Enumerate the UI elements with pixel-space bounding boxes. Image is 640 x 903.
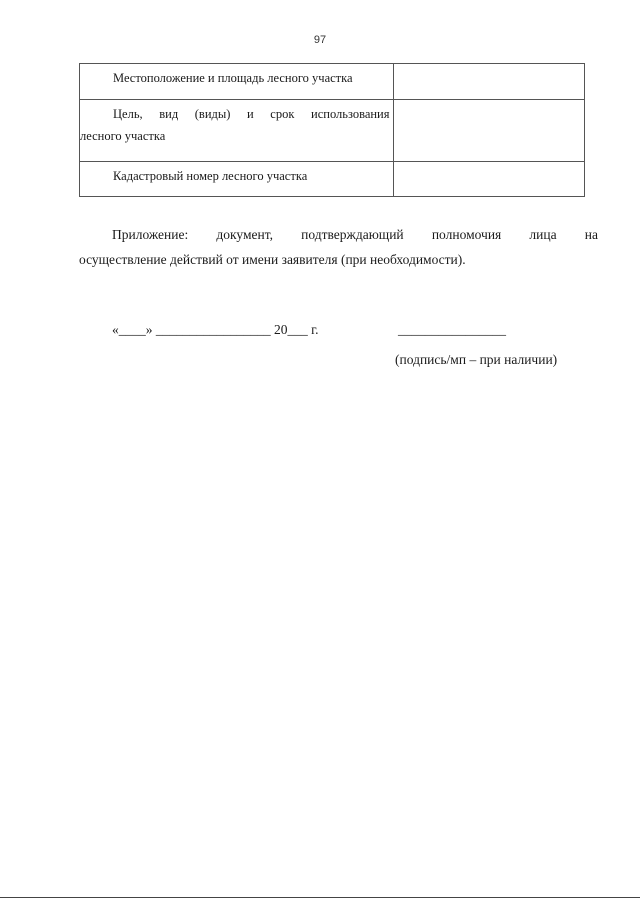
signature-caption: (подпись/мп – при наличии) [395,352,558,367]
table-label-cell [80,100,394,162]
location-area-value[interactable] [393,64,585,100]
location-area-label: Местоположение и площадь лесного участка [113,71,353,85]
table-label-cell [80,162,394,197]
table-row [80,100,585,162]
table-row [80,64,585,100]
purpose-term-label [80,100,393,147]
page-number: 97 [313,34,327,46]
purpose-term-label-line2: лесного участка [80,129,166,143]
appendix-line-2: осуществление действий от имени заявителя (при необходимости). [79,252,466,267]
cadastral-number-label: Кадастровый номер лесного участка [113,169,308,183]
land-plot-info-table [79,63,585,197]
date-field[interactable]: «____» _________________ 20___ г. [112,322,319,337]
purpose-term-value[interactable] [393,100,585,162]
table-label-cell [80,64,394,100]
table-row [80,162,585,197]
signature-field[interactable]: ________________ [398,322,506,337]
cadastral-number-value[interactable] [393,162,585,197]
purpose-term-label-line1: Цель, вид (виды) и срок использования [113,107,390,121]
appendix-line-1: Приложение: документ, подтверждающий полномочия лица на [112,227,598,242]
appendix-paragraph [79,222,598,272]
bottom-rule [0,897,640,898]
